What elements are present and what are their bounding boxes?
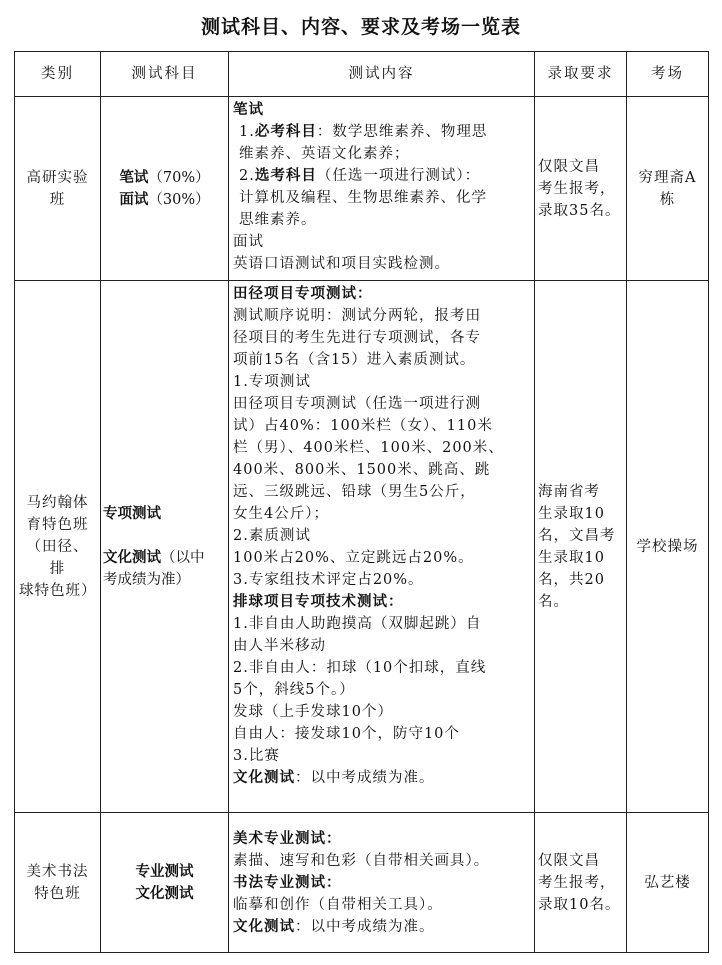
content-line: 径项目的考生先进行专项测试，各专	[233, 330, 481, 346]
content-line: 书法专业测试：	[233, 873, 342, 891]
content-line: 1.必考科目：数学思维素养、物理思	[239, 123, 488, 140]
content-cell	[229, 813, 535, 953]
header-content: 测试内容	[229, 52, 535, 97]
category-cell	[15, 281, 101, 813]
content-line: 文化测试：以中考成绩为准。	[233, 917, 435, 935]
content-line: 400米、800米、1500米、跳高、跳	[233, 462, 491, 478]
content-line: 1.非自由人助跑摸高（双脚起跳）自	[233, 616, 482, 632]
content-line: 3.比赛	[233, 748, 280, 764]
subject-line: 专业测试	[135, 862, 194, 880]
content-line: 远、三级跳远、铅球（男生5公斤，	[233, 484, 476, 500]
subject-line: 文化测试	[135, 884, 194, 902]
subjects-cell	[101, 813, 229, 953]
content-line: 1.专项测试	[233, 374, 311, 390]
content-cell	[229, 97, 535, 281]
header-requirement: 录取要求	[535, 52, 627, 97]
requirement-line: 录取10名。	[538, 896, 621, 913]
page-title: 测试科目、内容、要求及考场一览表	[200, 16, 521, 38]
table-row	[15, 97, 709, 281]
content-line: 由人半米移动	[233, 638, 326, 654]
category-line: 班	[49, 191, 66, 208]
content-line: 田径项目专项测试：	[233, 285, 373, 302]
content-line: 排球项目专项技术测试：	[233, 593, 404, 610]
table-header-row	[15, 52, 709, 97]
content-line: 测试顺序说明：测试分两轮，报考田	[233, 308, 481, 324]
content-line: 试）占40%：100米栏（女）、110米	[233, 418, 493, 434]
content-line: 自由人：接发球10个，防守10个	[233, 726, 460, 742]
requirement-line: 考生报考，	[538, 874, 616, 891]
category-line: 球特色班）	[19, 582, 97, 599]
requirement-cell	[535, 97, 627, 281]
category-cell	[15, 97, 101, 281]
venue-cell	[627, 813, 709, 953]
header-subjects: 测试科目	[101, 52, 229, 97]
content-line: 计算机及编程、生物思维素养、化学	[239, 190, 487, 206]
requirement-line: 仅限文昌	[538, 158, 600, 175]
content-line: 田径项目专项测试（任选一项进行测	[233, 396, 481, 412]
header-category: 类别	[15, 52, 101, 97]
requirement-cell	[535, 281, 627, 813]
content-line: 项前15名（含15）进入素质测试。	[233, 352, 476, 368]
category-line: （田径、排	[26, 538, 89, 577]
content-line: 栏（男）、400米栏、100米、200米、	[233, 440, 504, 456]
category-line: 高研实验	[26, 169, 89, 186]
category-line: 育特色班	[26, 516, 89, 533]
content-line: 笔试	[233, 101, 264, 118]
subject-line: 面试（30%）	[119, 190, 210, 208]
header-venue: 考场	[627, 52, 709, 97]
table-row	[15, 813, 709, 953]
requirement-line: 生录取10	[538, 505, 605, 522]
subject-line: 笔试（70%）	[119, 168, 210, 186]
content-line: 2.非自由人：扣球（10个扣球，直线	[233, 660, 487, 676]
content-line: 素描、速写和色彩（自带相关画具）。	[233, 852, 490, 869]
content-line: 2.素质测试	[233, 528, 311, 544]
content-line: 5个，斜线5个。）	[233, 682, 355, 698]
content-line: 美术专业测试：	[233, 829, 342, 847]
exam-table	[14, 51, 709, 953]
venue-line: 栋	[659, 191, 676, 208]
requirement-line: 名，文昌考	[538, 527, 616, 544]
content-line: 发球（上手发球10个）	[233, 704, 393, 720]
venue-line: 弘艺楼	[644, 874, 691, 891]
venue-line: 学校操场	[636, 538, 699, 555]
content-line: 文化测试：以中考成绩为准。	[233, 769, 435, 786]
requirement-line: 仅限文昌	[538, 852, 600, 869]
table-row	[15, 281, 709, 813]
requirement-line: 生录取10	[538, 549, 605, 566]
content-line: 100米占20%、立定跳远占20%。	[233, 550, 474, 566]
category-cell	[15, 813, 101, 953]
content-cell	[229, 281, 535, 813]
content-line: 面试	[233, 234, 264, 250]
subject-line: 文化测试（以中	[103, 548, 205, 566]
requirement-line: 名，共20	[538, 571, 605, 588]
content-line: 维素养、英语文化素养；	[239, 146, 410, 162]
subjects-cell	[101, 281, 229, 813]
requirement-line: 录取35名。	[538, 202, 621, 219]
subject-line: 考成绩为准）	[103, 571, 190, 588]
subject-line: 专项测试	[103, 504, 161, 522]
category-line: 特色班	[34, 885, 81, 902]
category-line: 美术书法	[26, 863, 89, 880]
content-line: 3.专家组技术评定占20%。	[233, 572, 424, 588]
requirement-line: 名。	[538, 593, 569, 610]
venue-line: 穷理斋A	[638, 169, 697, 186]
content-line: 2.选考科目（任选一项进行测试）：	[239, 167, 481, 184]
subjects-cell	[101, 97, 229, 281]
content-line: 女生4公斤）；	[233, 506, 329, 522]
requirement-cell	[535, 813, 627, 953]
requirement-line: 海南省考	[538, 483, 600, 500]
requirement-line: 考生报考，	[538, 180, 616, 197]
venue-cell	[627, 281, 709, 813]
category-line: 马约翰体	[26, 494, 89, 511]
content-line: 英语口语测试和项目实践检测。	[233, 256, 450, 272]
content-line: 思维素养。	[239, 212, 317, 228]
content-line: 临摹和创作（自带相关工具）。	[233, 896, 443, 913]
venue-cell	[627, 97, 709, 281]
